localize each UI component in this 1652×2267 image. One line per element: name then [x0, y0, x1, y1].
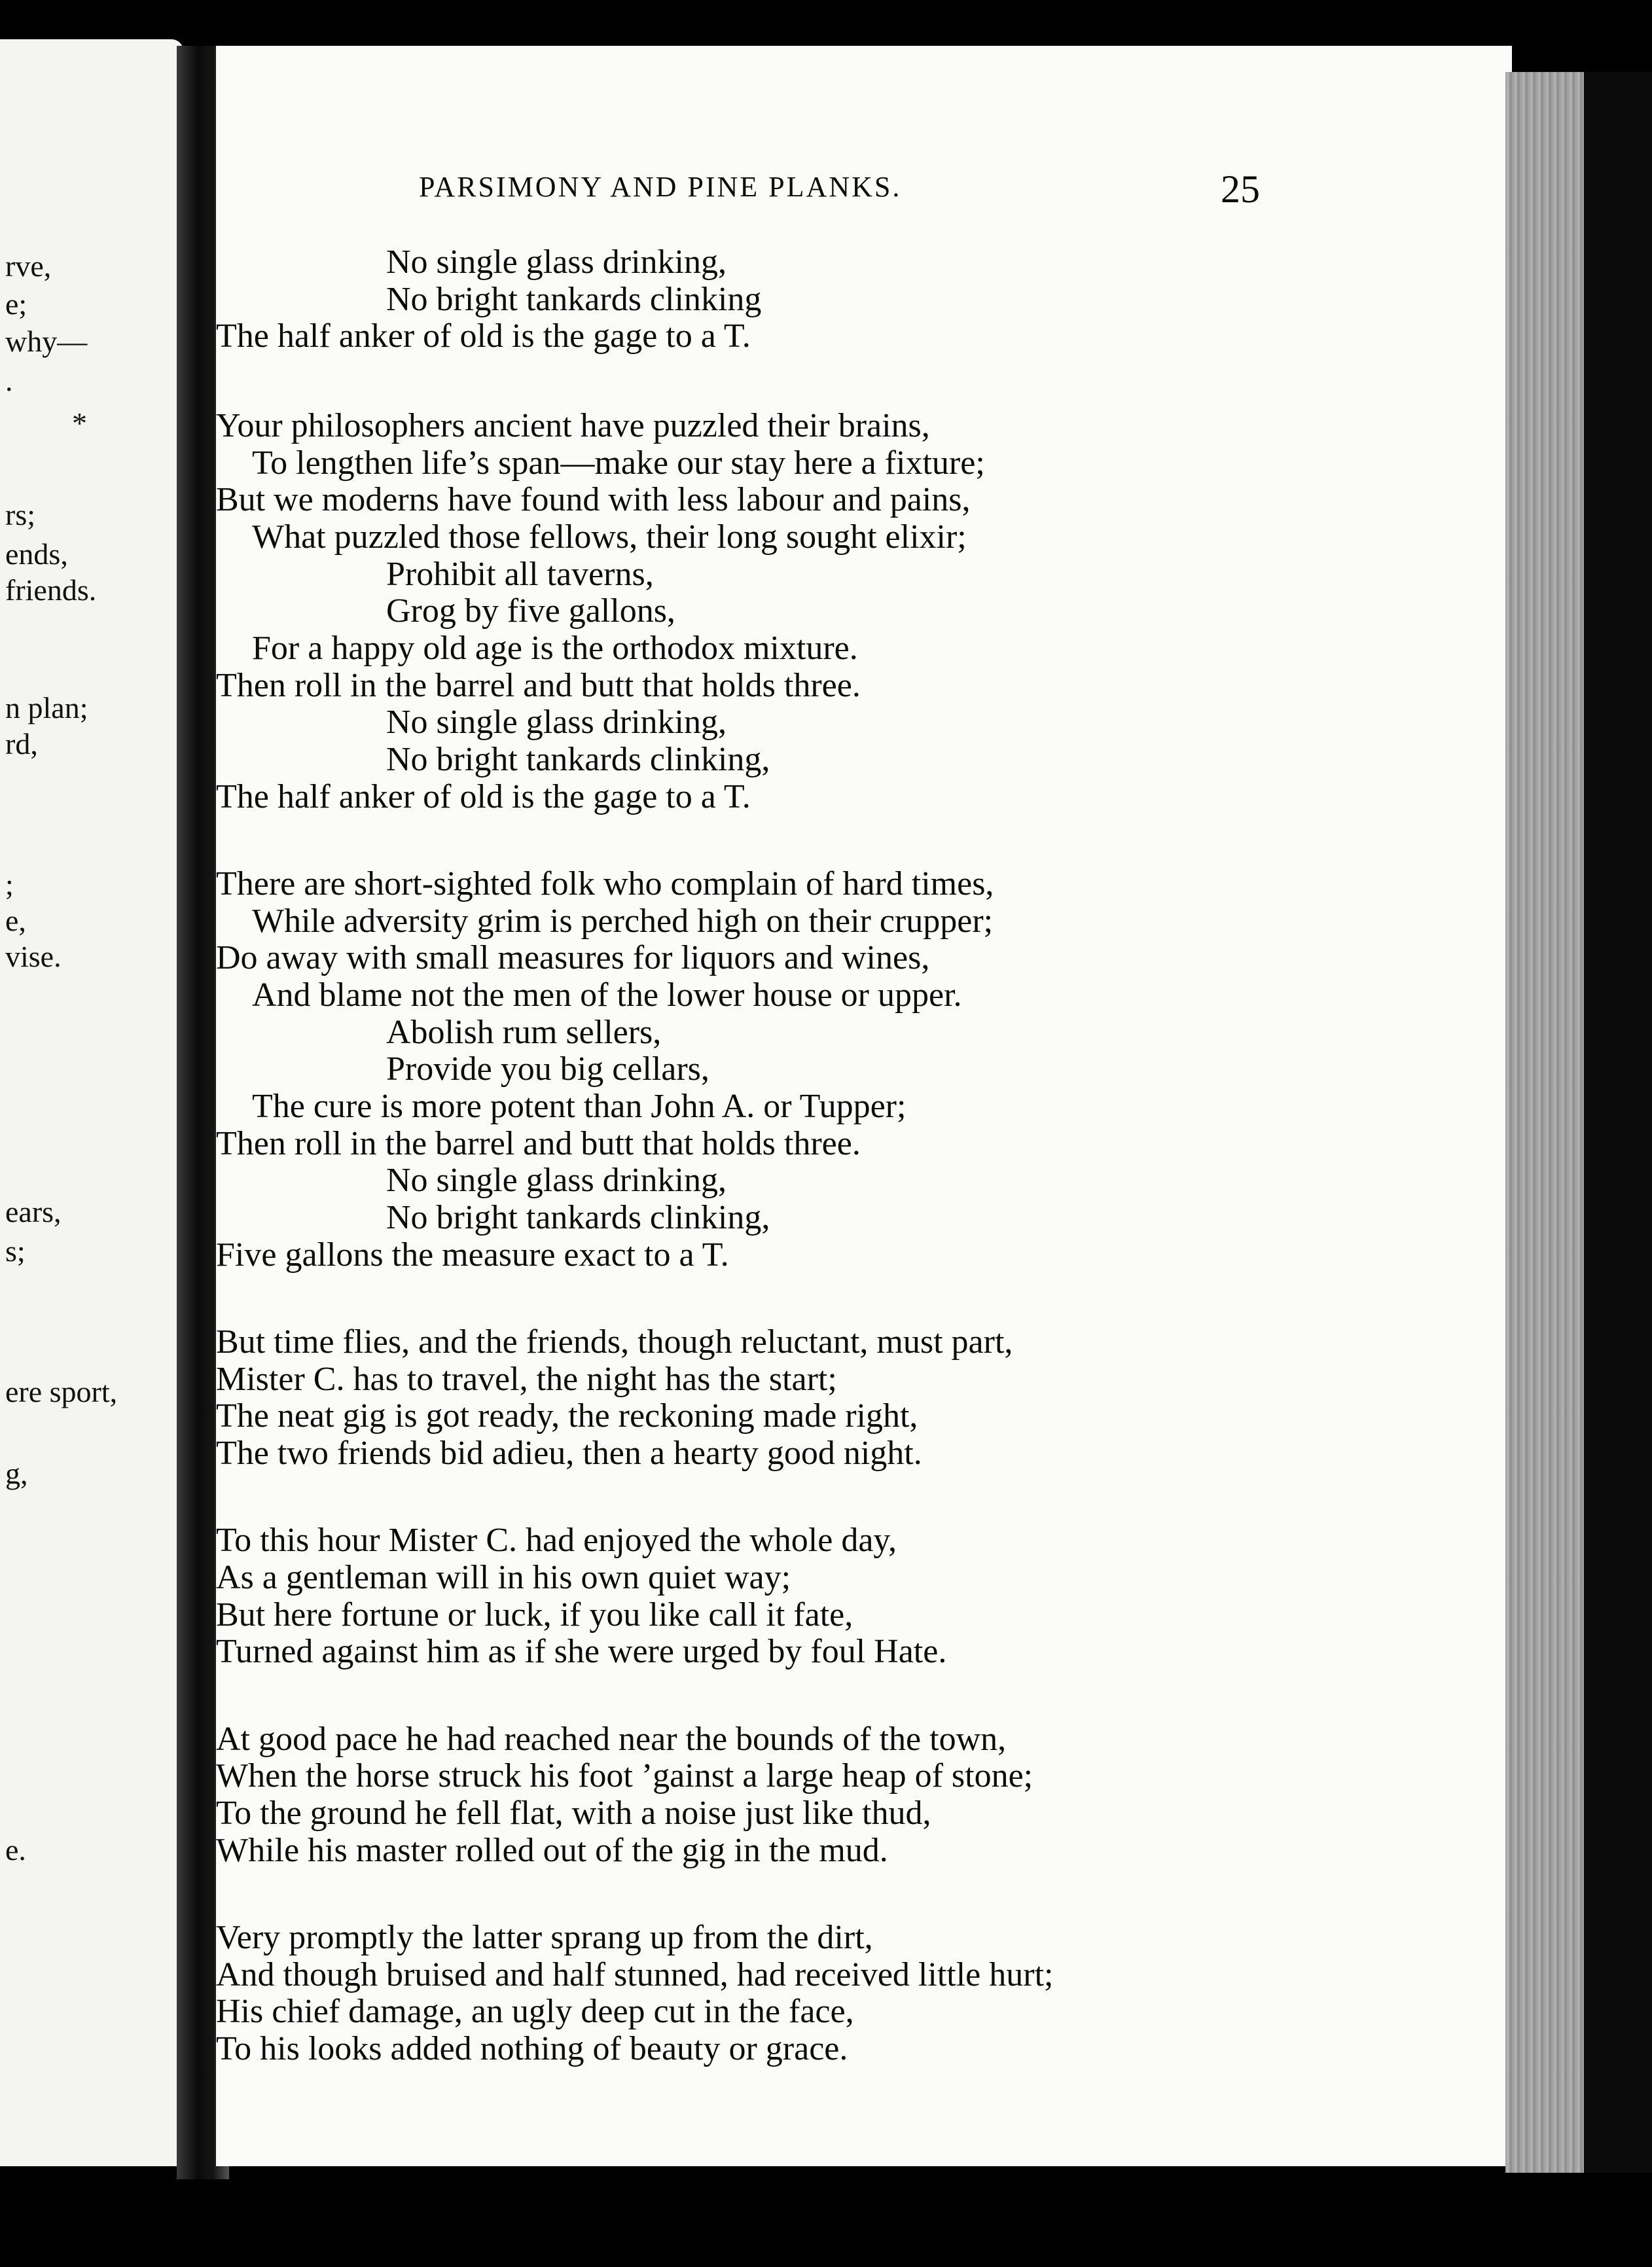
poem-line: No single glass drinking,	[386, 704, 727, 741]
poem-line: And though bruised and half stunned, had received little hurt;	[216, 1956, 1054, 1993]
left-page-fragment: s;	[5, 1234, 26, 1268]
poem-line: For a happy old age is the orthodox mixture.	[252, 630, 858, 667]
poem-line: His chief damage, an ugly deep cut in the face,	[216, 1993, 854, 2030]
left-page-fragment: rs;	[5, 498, 35, 531]
left-page-fragment: ere sport,	[5, 1375, 118, 1408]
left-page-fragment: rve,	[5, 249, 52, 283]
poem-line: Abolish rum sellers,	[386, 1014, 662, 1051]
poem-line: At good pace he had reached near the bounds of the town,	[216, 1721, 1007, 1758]
poem-line: The neat gig is got ready, the reckoning made right,	[216, 1397, 918, 1435]
poem-line: Do away with small measures for liquors and wines,	[216, 939, 930, 976]
poem-line: What puzzled those fellows, their long sought elixir;	[252, 518, 967, 556]
left-facing-page	[0, 39, 183, 2166]
poem-line: To his looks added nothing of beauty or grace.	[216, 2030, 848, 2067]
poem-line: No bright tankards clinking	[386, 281, 762, 318]
poem-line: The half anker of old is the gage to a T.	[216, 317, 751, 355]
left-page-fragment: ends,	[5, 537, 68, 571]
poem-line: Then roll in the barrel and butt that holds three.	[216, 1125, 861, 1162]
left-page-fragment: rd,	[5, 727, 38, 760]
right-page	[216, 46, 1512, 2166]
left-page-fragment: vise.	[5, 940, 62, 973]
left-page-fragment: ears,	[5, 1195, 62, 1228]
page-number: 25	[1221, 168, 1260, 211]
poem-line: Prohibit all taverns,	[386, 556, 654, 593]
poem-line: Provide you big cellars,	[386, 1050, 709, 1088]
poem-line: But we moderns have found with less labour and pains,	[216, 481, 971, 518]
page-block-edge	[1505, 72, 1590, 2173]
poem-line: To lengthen life’s span—make our stay here a fixture;	[252, 444, 985, 482]
left-page-fragment: ;	[5, 868, 14, 901]
left-page-fragment: e,	[5, 904, 26, 937]
running-head: PARSIMONY AND PINE PLANKS.	[419, 171, 902, 203]
poem-line: Mister C. has to travel, the night has the start;	[216, 1361, 837, 1398]
poem-line: The half anker of old is the gage to a T.	[216, 778, 751, 815]
poem-line: As a gentleman will in his own quiet way;	[216, 1559, 791, 1596]
poem-line: The two friends bid adieu, then a hearty good night.	[216, 1435, 922, 1472]
left-page-fragment: e;	[5, 287, 27, 321]
poem-line: When the horse struck his foot ’gainst a large heap of stone;	[216, 1757, 1033, 1794]
poem-line: No single glass drinking,	[386, 243, 727, 281]
poem-line: Grog by five gallons,	[386, 592, 675, 630]
poem-line: Then roll in the barrel and butt that holds three.	[216, 667, 861, 704]
poem-line: But time flies, and the friends, though reluctant, must part,	[216, 1323, 1013, 1361]
poem-line: To this hour Mister C. had enjoyed the whole day,	[216, 1522, 897, 1559]
left-page-fragment: friends.	[5, 573, 97, 607]
left-page-fragment: e.	[5, 1833, 26, 1866]
poem-line: While adversity grim is perched high on their crupper;	[252, 902, 994, 940]
poem-line: Your philosophers ancient have puzzled their brains,	[216, 407, 930, 444]
poem-line: No bright tankards clinking,	[386, 1199, 770, 1236]
poem-line: While his master rolled out of the gig in the mud.	[216, 1832, 888, 1869]
left-page-fragment: .	[5, 364, 13, 397]
poem-line: To the ground he fell flat, with a noise just like thud,	[216, 1794, 931, 1832]
scan-border-right	[1584, 72, 1652, 2173]
left-page-fragment: n plan;	[5, 691, 88, 724]
poem-line: But here fortune or luck, if you like call it fate,	[216, 1596, 853, 1633]
poem-line: Very promptly the latter sprang up from the dirt,	[216, 1919, 873, 1956]
poem-line: And blame not the men of the lower house or upper.	[252, 976, 962, 1014]
poem-line: Turned against him as if she were urged by foul Hate.	[216, 1633, 947, 1670]
poem-line: There are short-sighted folk who complain of hard times,	[216, 865, 994, 902]
left-page-fragment: why—	[5, 325, 88, 358]
left-page-fragment: g,	[5, 1457, 28, 1490]
poem-line: No single glass drinking,	[386, 1162, 727, 1199]
poem-line: The cure is more potent than John A. or Tupper;	[252, 1088, 907, 1125]
poem-line: No bright tankards clinking,	[386, 741, 770, 778]
left-page-fragment: *	[72, 406, 87, 440]
poem-line: Five gallons the measure exact to a T.	[216, 1236, 729, 1274]
